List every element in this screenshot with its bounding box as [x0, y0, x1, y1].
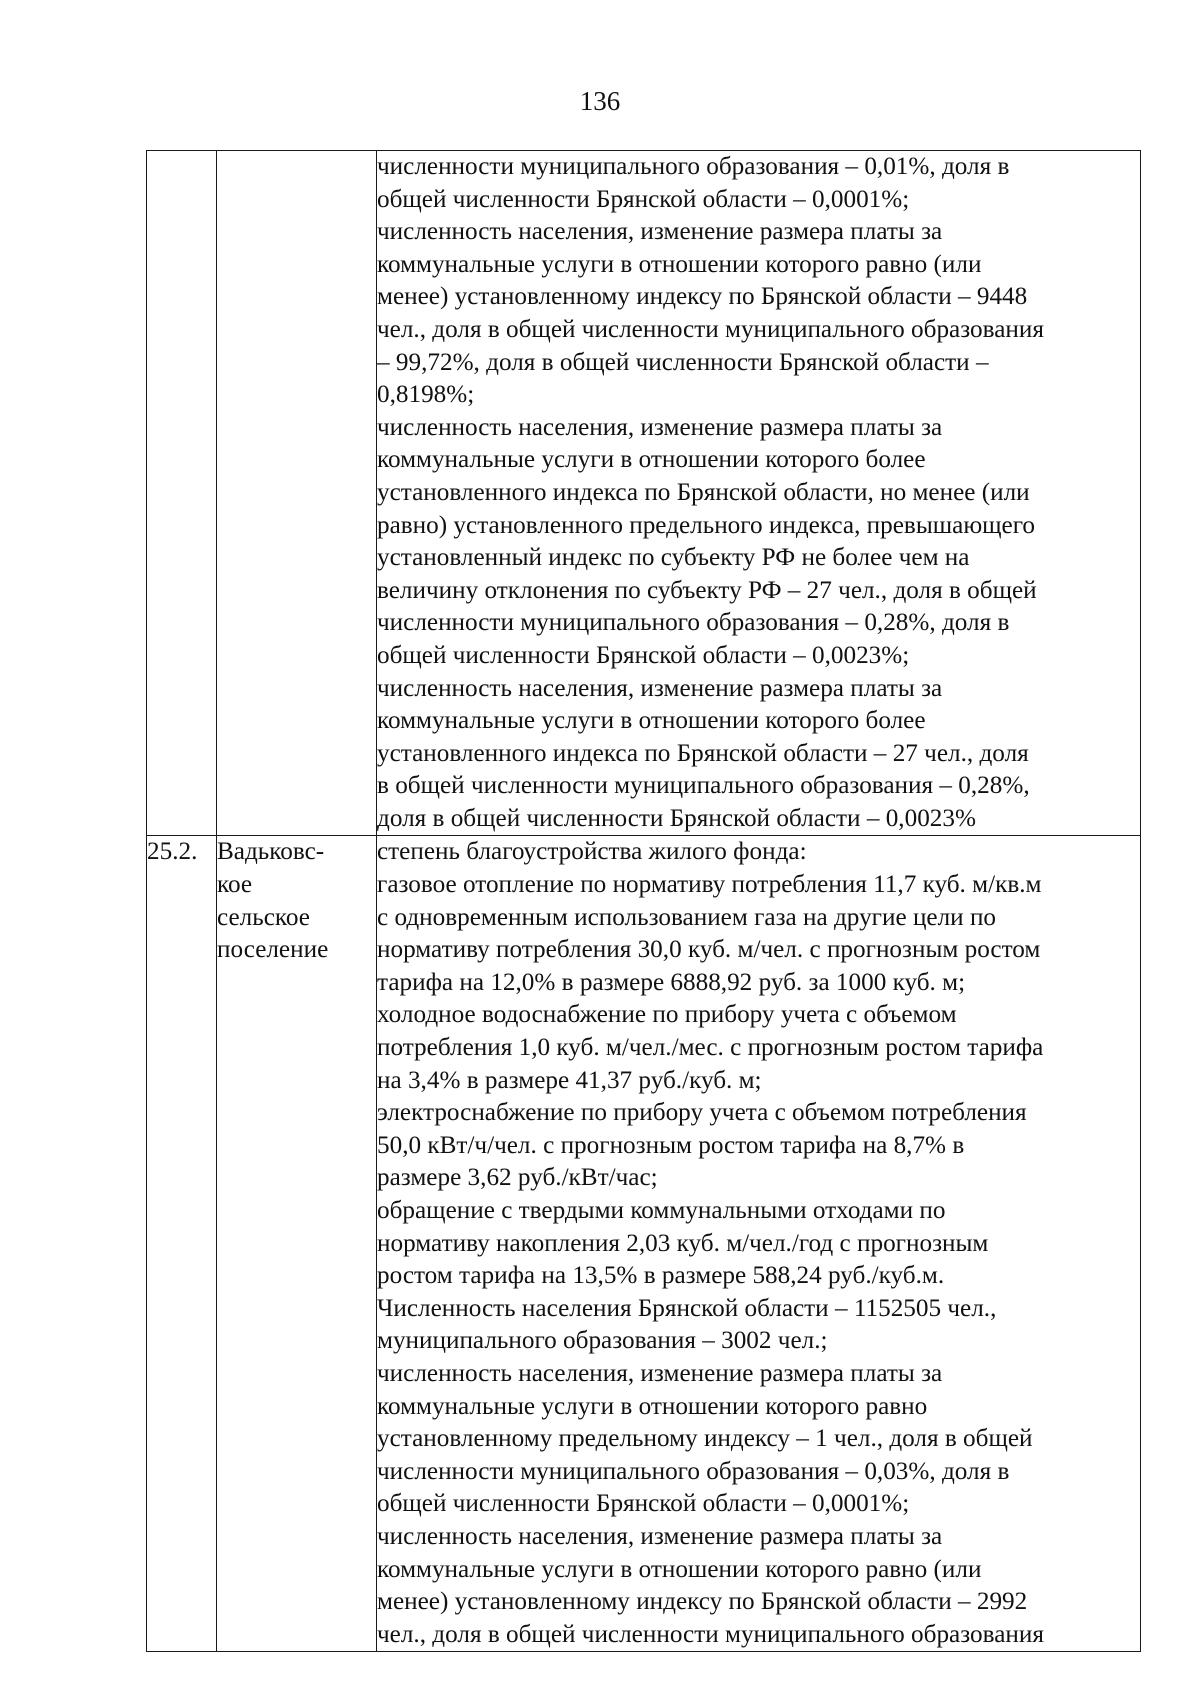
text-line: потребления 1,0 куб. м/чел./мес. с прогнозным ростом тарифа	[377, 1034, 1044, 1062]
text-line: с одновременным использованием газа на другие цели по	[377, 903, 997, 931]
name-line: поселение	[217, 936, 329, 964]
table-row-continuation	[147, 151, 1141, 836]
text-line: муниципального образования – 3002 чел.;	[377, 1327, 828, 1355]
text-line: менее) установленному индексу по Брянской области – 2992	[377, 1588, 1028, 1616]
text-line: нормативу накопления 2,03 куб. м/чел./год с прогнозным	[377, 1229, 989, 1257]
text-line: электроснабжение по прибору учета с объемом потребления	[377, 1099, 1027, 1127]
text-line: в общей численности муниципального образования – 0,28%,	[377, 772, 1030, 800]
text-line: тарифа на 12,0% в размере 6888,92 руб. за 1000 куб. м;	[377, 968, 966, 996]
text-line: численность населения, изменение размера платы за	[377, 1522, 943, 1550]
text-line: численности муниципального образования – 0,03%, доля в	[377, 1457, 1010, 1485]
document-table	[146, 150, 1141, 1652]
name-line: кое	[217, 871, 253, 899]
text-line: общей численности Брянской области – 0,0023%;	[377, 641, 910, 669]
text-line: установленный индекс по субъекту РФ не более чем на	[377, 544, 970, 572]
text-line: численность населения, изменение размера платы за	[377, 674, 943, 702]
row-number-cell	[147, 151, 217, 836]
text-line: коммунальные услуги в отношении которого равно (или	[377, 1555, 982, 1583]
text-line: численность населения, изменение размера платы за	[377, 1359, 943, 1387]
text-line: общей численности Брянской области – 0,0001%;	[377, 185, 910, 213]
table-row-25-2	[147, 836, 1141, 1652]
description-cell	[377, 151, 1141, 836]
text-line: 50,0 кВт/ч/чел. с прогнозным ростом тарифа на 8,7% в	[377, 1131, 965, 1159]
municipality-name-cell	[217, 151, 377, 836]
text-line: доля в общей численности Брянской области – 0,0023%	[377, 804, 976, 832]
text-line: численность населения, изменение размера платы за	[377, 413, 943, 441]
text-line: степень благоустройства жилого фонда:	[377, 838, 807, 866]
text-line: нормативу потребления 30,0 куб. м/чел. с прогнозным ростом	[377, 936, 1041, 964]
text-line: установленного индекса по Брянской области, но менее (или	[377, 478, 1030, 506]
text-line: численности муниципального образования – 0,28%, доля в	[377, 609, 1010, 637]
text-line: чел., доля в общей численности муниципального образования	[377, 1620, 1044, 1648]
text-line: равно) установленного предельного индекса, превышающего	[377, 511, 1036, 539]
text-line: ростом тарифа на 13,5% в размере 588,24 руб./куб.м.	[377, 1262, 945, 1290]
text-line: Численность населения Брянской области – 1152505 чел.,	[377, 1294, 997, 1322]
name-line: сельское	[217, 903, 310, 931]
text-line: общей численности Брянской области – 0,0001%;	[377, 1490, 910, 1518]
text-line: коммунальные услуги в отношении которого равно	[377, 1392, 928, 1420]
page-number: 136	[579, 86, 621, 116]
text-line: газовое отопление по нормативу потребления 11,7 куб. м/кв.м	[377, 871, 1042, 899]
text-line: коммунальные услуги в отношении которого равно (или	[377, 250, 982, 278]
text-line: коммунальные услуги в отношении которого более	[377, 707, 926, 735]
text-line: коммунальные услуги в отношении которого более	[377, 446, 926, 474]
name-line: Вадьковс-	[217, 838, 325, 866]
text-line: установленного индекса по Брянской области – 27 чел., доля	[377, 739, 1029, 767]
row-number-cell: 25.2.	[147, 836, 217, 1652]
text-line: менее) установленному индексу по Брянской области – 9448	[377, 283, 1028, 311]
text-line: 0,8198%;	[377, 381, 475, 409]
description-cell	[377, 836, 1141, 1652]
text-line: холодное водоснабжение по прибору учета с объемом	[377, 1001, 957, 1029]
text-line: численность населения, изменение размера платы за	[377, 218, 943, 246]
municipality-name-cell	[217, 836, 377, 1652]
text-line: размере 3,62 руб./кВт/час;	[377, 1164, 658, 1192]
text-line: величину отклонения по субъекту РФ – 27 чел., доля в общей	[377, 576, 1037, 604]
text-line: чел., доля в общей численности муниципального образования	[377, 315, 1044, 343]
text-line: обращение с твердыми коммунальными отходами по	[377, 1197, 946, 1224]
text-line: установленному предельному индексу – 1 чел., доля в общей	[377, 1425, 1033, 1453]
text-line: на 3,4% в размере 41,37 руб./куб. м;	[377, 1066, 762, 1094]
text-line: – 99,72%, доля в общей численности Брянской области –	[377, 348, 989, 376]
text-line: численности муниципального образования – 0,01%, доля в	[377, 153, 1010, 180]
